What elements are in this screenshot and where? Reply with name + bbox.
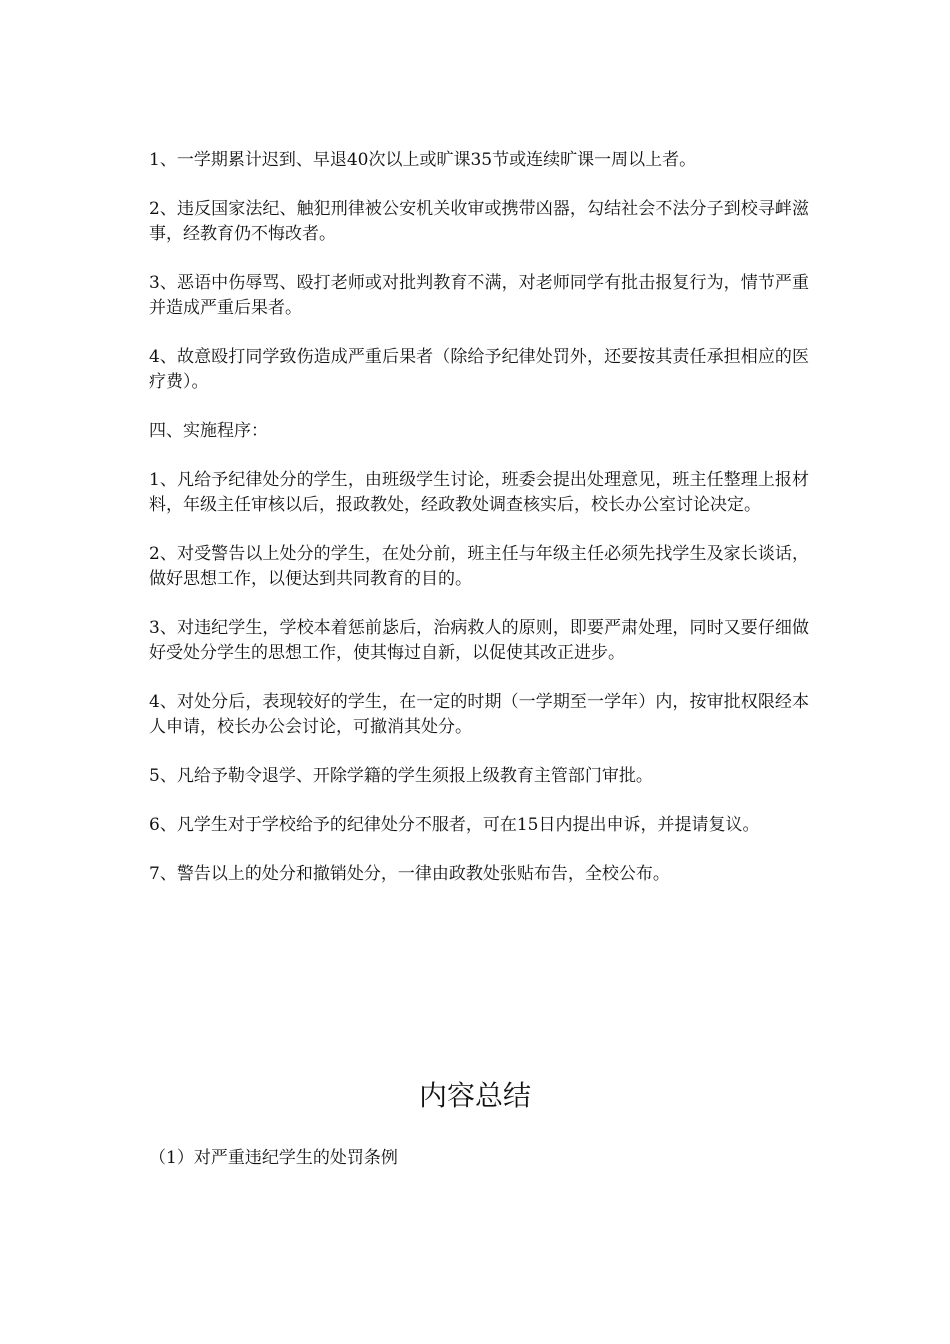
procedure-2: 2、对受警告以上处分的学生，在处分前，班主任与年级主任必须先找学生及家长谈话，做好思想工作，以便达到共同教育的目的。 [149, 544, 809, 589]
procedure-6: 6、凡学生对于学校给予的纪律处分不服者，可在15日内提出申诉，并提请复议。 [149, 815, 760, 835]
paragraph-1: 1、一学期累计迟到、早退40次以上或旷课35节或连续旷课一周以上者。 [149, 150, 697, 170]
paragraph-2: 2、违反国家法纪、触犯刑律被公安机关收审或携带凶器，勾结社会不法分子到校寻衅滋事，经教育仍不悔改者。 [149, 199, 809, 244]
summary-title: 内容总结 [418, 1079, 531, 1112]
section-heading-implementation: 四、实施程序： [149, 421, 268, 441]
paragraph-3: 3、恶语中伤辱骂、殴打老师或对批判教育不满，对老师同学有批击报复行为，情节严重并造成严重后果者。 [149, 273, 809, 318]
procedure-5: 5、凡给予勒令退学、开除学籍的学生须报上级教育主管部门审批。 [149, 766, 653, 786]
procedure-7: 7、警告以上的处分和撤销处分，一律由政教处张贴布告，全校公布。 [149, 864, 670, 884]
paragraph-4: 4、故意殴打同学致伤造成严重后果者（除给予纪律处罚外，还要按其责任承担相应的医疗费）。 [149, 347, 809, 392]
procedure-4: 4、对处分后，表现较好的学生，在一定的时期（一学期至一学年）内，按审批权限经本人申请，校长办公会讨论，可撤消其处分。 [149, 692, 809, 737]
summary-item: （1）对严重违纪学生的处罚条例 [149, 1148, 398, 1168]
procedure-3: 3、对违纪学生，学校本着惩前毖后，治病救人的原则，即要严肃处理，同时又要仔细做好受处分学生的思想工作，使其悔过自新，以促使其改正进步。 [149, 618, 809, 663]
document-body [149, 148, 809, 911]
procedure-1: 1、凡给予纪律处分的学生，由班级学生讨论，班委会提出处理意见，班主任整理上报材料，年级主任审核以后，报政教处，经政教处调查核实后，校长办公室讨论决定。 [149, 470, 809, 515]
